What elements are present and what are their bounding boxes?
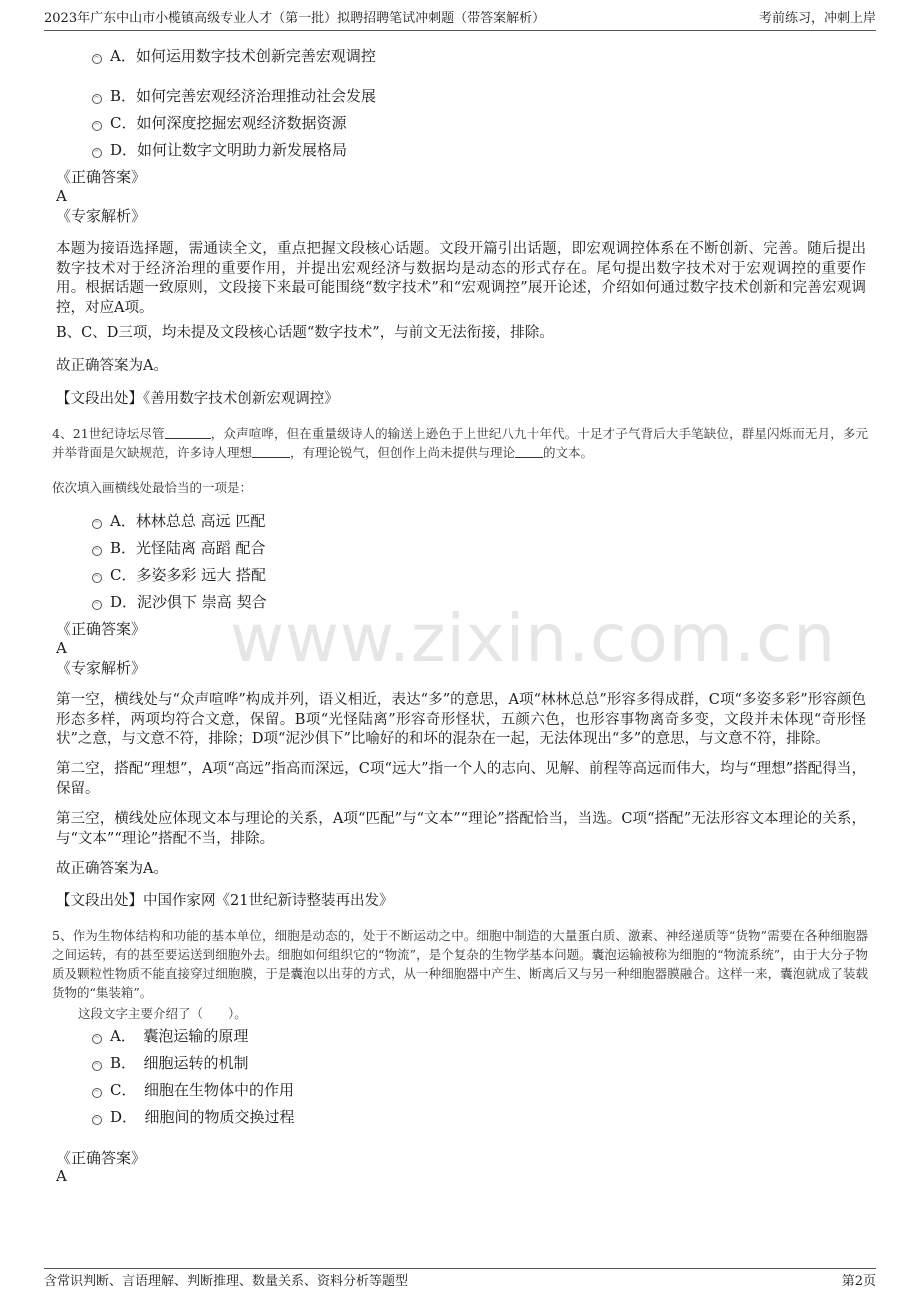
q5-stem: 5、作为生物体结构和功能的基本单位，细胞是动态的，处于不断运动之中。细胞中制造的大量蛋白质、激素、神经递质等“货物”需要在各种细胞器之间运转，有的甚至要运送到细胞外去。细胞如何组织它的“物流”，是个复杂的生物学基本问题。囊泡运输被称为细胞的“物流系统”，由于大分子物质及颗粒性物质不能直接穿过细胞膜，于是囊泡以出芽的方式，从一种细胞器中产生、断离后又与另一种细胞器膜融合。这样一来，囊泡就成了装载货物的“集装箱”。: [52, 928, 868, 1000]
header-slogan: 考前练习，冲刺上岸: [758, 11, 876, 26]
q4-stem: 4、21世纪诗坛尽管 ，众声喧哗，但在重量级诗人的输送上逊色于上世纪八九十年代。十足才子气背后大手笔缺位，群星闪烁而无月，多元并举背面是欠缺规范，许多诗人理想 ，有理论锐气，但创作上尚未提供与理论 的文本。: [52, 426, 868, 460]
q4-analysis-label: 《专家解析》: [56, 659, 147, 677]
q4-blank-2: [252, 445, 290, 458]
radio-icon[interactable]: [92, 1115, 102, 1125]
q4-prompt: 依次填入画横线处最恰当的一项是：: [52, 480, 253, 495]
q4-option-b[interactable]: B．光怪陆离 高蹈 配合: [92, 538, 266, 558]
radio-icon[interactable]: [92, 546, 102, 556]
q3-analysis-label: 《专家解析》: [56, 207, 147, 225]
q3-option-c[interactable]: C．如何深度挖掘宏观经济数据资源: [92, 113, 346, 133]
page-header: [44, 8, 876, 31]
radio-icon[interactable]: [92, 148, 102, 158]
q4-option-a[interactable]: A．林林总总 高远 匹配: [92, 511, 265, 531]
q3-analysis-paragraph-1: 本题为接语选择题，需通读全文，重点把握文段核心话题。文段开篇引出话题，即宏观调控体系在不断创新、完善。随后提出数字技术对于经济治理的重要作用，并提出宏观经济与数据均是动态的形式存在。尾句提出数字技术对于宏观调控的重要作用。根据话题一致原则，文段接下来最可能围绕“数字技术”和“宏观调控”展开论述，介绍如何通过数字技术创新和完善宏观调控，对应A项。: [56, 241, 866, 316]
q3-option-d[interactable]: D．如何让数字文明助力新发展格局: [92, 140, 347, 160]
q4-option-c[interactable]: C．多姿多彩 远大 搭配: [92, 565, 266, 585]
watermark: www.zixin.com.cn: [230, 600, 837, 677]
q5-prompt: 这段文字主要介绍了（ ）。: [78, 1006, 247, 1021]
q5-option-a[interactable]: A． 囊泡运输的原理: [92, 1026, 248, 1046]
document-title: 2023年广东中山市小榄镇高级专业人才（第一批）拟聘招聘笔试冲刺题（带答案解析）: [44, 11, 546, 26]
radio-icon[interactable]: [92, 1034, 102, 1044]
q3-answer: A: [56, 187, 67, 205]
q4-analysis-paragraph-3: 第三空，横线处应体现文本与理论的关系，A项“匹配”与“文本”“理论”搭配恰当，当选。C项“搭配”无法形容文本理论的关系，与“文本”“理论”搭配不当，排除。: [56, 811, 866, 847]
q5-option-c[interactable]: C． 细胞在生物体中的作用: [92, 1080, 294, 1100]
q4-option-d[interactable]: D．泥沙俱下 崇高 契合: [92, 592, 267, 612]
q4-answer-label: 《正确答案》: [56, 620, 147, 638]
q3-answer-label: 《正确答案》: [56, 168, 147, 186]
radio-icon[interactable]: [92, 1088, 102, 1098]
q3-option-a[interactable]: A．如何运用数字技术创新完善宏观调控: [92, 46, 376, 66]
radio-icon[interactable]: [92, 600, 102, 610]
footer-note: 含常识判断、言语理解、判断推理、数量关系、资料分析等题型: [44, 1274, 409, 1289]
radio-icon[interactable]: [92, 94, 102, 104]
radio-icon[interactable]: [92, 54, 102, 64]
radio-icon[interactable]: [92, 519, 102, 529]
q4-analysis-paragraph-1: 第一空，横线处与“众声喧哗”构成并列，语义相近，表达“多”的意思，A项“林林总总”形容多得成群，C项“多姿多彩”形容颜色形态多样，两项均符合文意，保留。B项“光怪陆离”形容奇形怪状，五颜六色，也形容事物离奇多变，文段并未体现“奇形怪状”之意，与文意不符，排除；D项“泥沙俱下”比喻好的和坏的混杂在一起，无法体现出“多”的意思，与文意不符，排除。: [56, 692, 866, 747]
q4-blank-1: [165, 426, 211, 439]
q5-option-b[interactable]: B． 细胞运转的机制: [92, 1053, 249, 1073]
q4-analysis-paragraph-4: 故正确答案为A。: [56, 861, 168, 877]
q5-answer-label: 《正确答案》: [56, 1149, 147, 1167]
q3-analysis-paragraph-2: B、C、D三项，均未提及文段核心话题“数字技术”，与前文无法衔接，排除。: [56, 325, 554, 341]
q3-option-b[interactable]: B．如何完善宏观经济治理推动社会发展: [92, 86, 376, 106]
q4-analysis-paragraph-2: 第二空，搭配“理想”，A项“高远”指高而深远，C项“远大”指一个人的志向、见解、前程等高远而伟大，均与“理想”搭配得当，保留。: [56, 761, 866, 797]
radio-icon[interactable]: [92, 121, 102, 131]
radio-icon[interactable]: [92, 573, 102, 583]
q5-option-d[interactable]: D． 细胞间的物质交换过程: [92, 1107, 295, 1127]
q3-analysis-paragraph-3: 故正确答案为A。: [56, 358, 168, 374]
page-number: 第2页: [841, 1274, 876, 1289]
q4-answer: A: [56, 639, 67, 657]
q3-source: 【文段出处】《善用数字技术创新宏观调控》: [56, 391, 339, 407]
radio-icon[interactable]: [92, 1061, 102, 1071]
page-footer: [44, 1268, 876, 1293]
q5-answer: A: [56, 1167, 67, 1185]
q4-blank-3: [515, 445, 543, 458]
q4-source: 【文段出处】中国作家网《21世纪新诗整装再出发》: [56, 893, 394, 909]
